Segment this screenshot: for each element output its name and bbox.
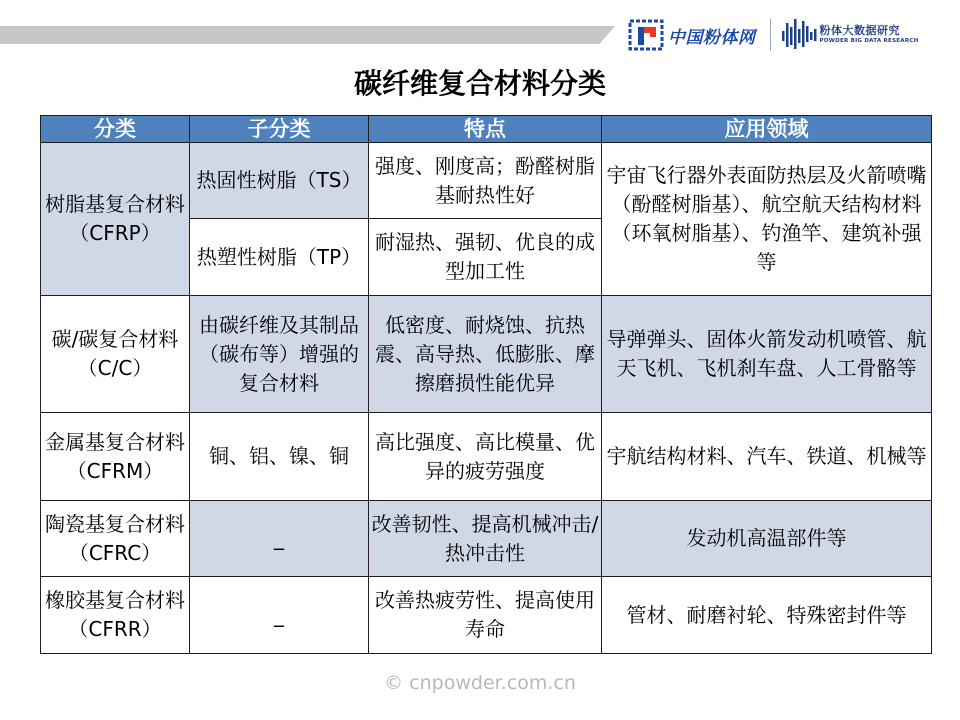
classification-table: [40, 115, 932, 654]
subcategory-cell: 热固性树脂（TS）: [190, 143, 369, 219]
feature-cell: 低密度、耐烧蚀、抗热震、高导热、低膨胀、摩擦磨损性能优异: [369, 296, 602, 413]
bigdata-brand-en: POWDER BIG DATA RESEARCH: [819, 38, 919, 45]
application-cell: 导弹弹头、固体火箭发动机喷管、航天飞机、飞机刹车盘、人工骨骼等: [602, 296, 932, 413]
category-cell: 碳/碳复合材料（C/C）: [41, 296, 190, 413]
application-cell: 宇航结构材料、汽车、铁道、机械等: [602, 413, 932, 501]
cnpowder-brand-text: 中国粉体网: [668, 27, 756, 48]
subcategory-cell: 铜、铝、镍、铜: [190, 413, 369, 501]
feature-cell: 强度、刚度高；酚醛树脂基耐热性好: [369, 143, 602, 219]
header-category: 分类: [41, 116, 190, 143]
subcategory-cell: _: [190, 501, 369, 577]
table-row: [41, 143, 932, 219]
feature-cell: 高比强度、高比模量、优异的疲劳强度: [369, 413, 602, 501]
bigdata-brand-cn: 粉体大数据研究: [819, 24, 900, 38]
subcategory-cell: 热塑性树脂（TP）: [190, 219, 369, 296]
bigdata-logo: [781, 17, 919, 53]
application-cell: 管材、耐磨衬轮、特殊密封件等: [602, 577, 932, 654]
cnpowder-logo-icon: [628, 18, 666, 52]
header-features: 特点: [369, 116, 602, 143]
page-title: 碳纤维复合材料分类: [353, 67, 606, 100]
subcategory-cell: 由碳纤维及其制品（碳布等）增强的复合材料: [190, 296, 369, 413]
header-applications: 应用领域: [602, 116, 932, 143]
table-header-row: [41, 116, 932, 143]
category-cell: 橡胶基复合材料（CFRR）: [41, 577, 190, 654]
table-row: [41, 577, 932, 654]
bar-chart-icon: [781, 17, 817, 53]
category-cell: 陶瓷基复合材料（CFRC）: [41, 501, 190, 577]
cnpowder-logo: [628, 18, 756, 52]
header-subcategory: 子分类: [190, 116, 369, 143]
category-cell: 金属基复合材料（CFRM）: [41, 413, 190, 501]
table-row: [41, 413, 932, 501]
category-cell: 树脂基复合材料（CFRP）: [41, 143, 190, 296]
table-row: [41, 296, 932, 413]
feature-cell: 耐湿热、强韧、优良的成型加工性: [369, 219, 602, 296]
subcategory-cell: _: [190, 577, 369, 654]
table-row: [41, 501, 932, 577]
logo-divider: [770, 19, 771, 51]
application-cell: 发动机高温部件等: [602, 501, 932, 577]
watermark: © cnpowder.com.cn: [384, 672, 576, 694]
logo-area: [628, 14, 919, 56]
header-bar: [0, 26, 615, 44]
feature-cell: 改善热疲劳性、提高使用寿命: [369, 577, 602, 654]
feature-cell: 改善韧性、提高机械冲击/热冲击性: [369, 501, 602, 577]
application-cell: 宇宙飞行器外表面防热层及火箭喷嘴（酚醛树脂基）、航空航天结构材料（环氧树脂基）、钓渔竿、建筑补强等: [602, 143, 932, 296]
